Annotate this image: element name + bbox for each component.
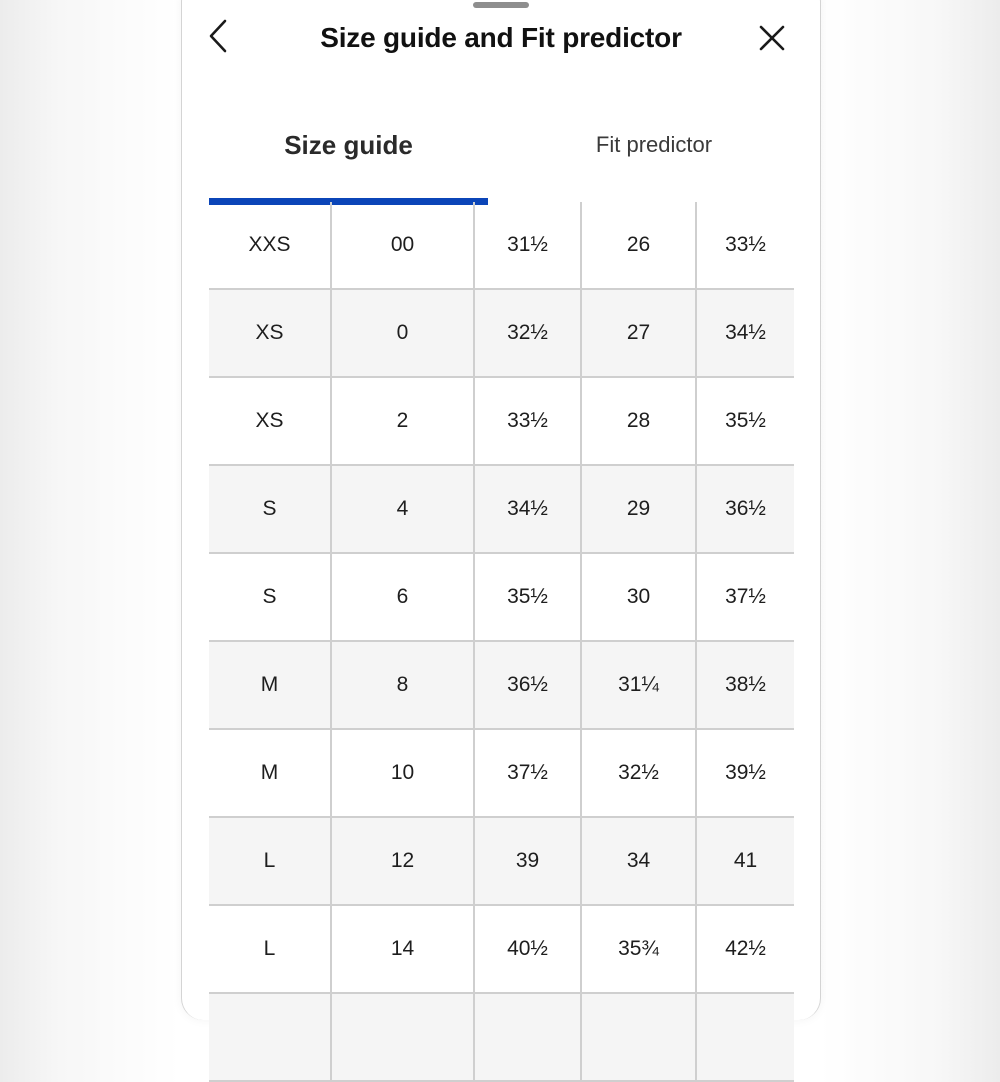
table-cell: 6 bbox=[331, 553, 474, 641]
size-guide-sheet bbox=[181, 0, 821, 1020]
close-icon bbox=[758, 24, 786, 52]
table-row bbox=[209, 905, 794, 993]
table-row bbox=[209, 641, 794, 729]
close-button[interactable] bbox=[752, 18, 792, 58]
table-row bbox=[209, 729, 794, 817]
tab-fit-predictor[interactable]: Fit predictor bbox=[595, 132, 713, 157]
table-cell: 10 bbox=[331, 729, 474, 817]
table-row bbox=[209, 202, 794, 289]
table-cell: 34½ bbox=[696, 289, 794, 377]
table-cell bbox=[209, 993, 331, 1081]
page-title: Size guide and Fit predictor bbox=[320, 22, 682, 53]
table-cell: L bbox=[209, 905, 331, 993]
table-cell: S bbox=[209, 465, 331, 553]
table-cell: 29 bbox=[581, 465, 696, 553]
table-cell: 33½ bbox=[696, 202, 794, 289]
table-cell: 8 bbox=[331, 641, 474, 729]
table-cell: 40½ bbox=[474, 905, 581, 993]
table-cell bbox=[474, 993, 581, 1081]
table-cell: 35½ bbox=[474, 553, 581, 641]
table-cell: XXS bbox=[209, 202, 331, 289]
sheet-drag-handle[interactable] bbox=[473, 2, 529, 8]
table-row bbox=[209, 289, 794, 377]
tab-size-guide[interactable]: Size guide bbox=[284, 130, 413, 160]
table-cell: 26 bbox=[581, 202, 696, 289]
table-cell: 4 bbox=[331, 465, 474, 553]
table-cell: XS bbox=[209, 377, 331, 465]
table-row bbox=[209, 817, 794, 905]
table-cell: 36½ bbox=[696, 465, 794, 553]
tab-bar bbox=[209, 110, 794, 205]
size-table-scroll-area[interactable] bbox=[209, 233, 794, 1020]
table-cell: S bbox=[209, 553, 331, 641]
table-cell bbox=[581, 993, 696, 1081]
table-cell: 38½ bbox=[696, 641, 794, 729]
table-cell: 41 bbox=[696, 817, 794, 905]
table-cell: XS bbox=[209, 289, 331, 377]
table-cell: 28 bbox=[581, 377, 696, 465]
table-cell: 35¾ bbox=[581, 905, 696, 993]
back-button[interactable] bbox=[200, 16, 236, 56]
table-cell bbox=[331, 993, 474, 1081]
table-cell: 2 bbox=[331, 377, 474, 465]
table-cell: 31¼ bbox=[581, 641, 696, 729]
table-cell: M bbox=[209, 729, 331, 817]
table-cell: 14 bbox=[331, 905, 474, 993]
table-cell: L bbox=[209, 817, 331, 905]
table-cell: 12 bbox=[331, 817, 474, 905]
table-row bbox=[209, 993, 794, 1081]
table-cell bbox=[696, 993, 794, 1081]
table-cell: 0 bbox=[331, 289, 474, 377]
table-cell: 39½ bbox=[696, 729, 794, 817]
table-cell: 33½ bbox=[474, 377, 581, 465]
table-cell: 34½ bbox=[474, 465, 581, 553]
table-cell: 39 bbox=[474, 817, 581, 905]
table-cell: 31½ bbox=[474, 202, 581, 289]
table-cell: 27 bbox=[581, 289, 696, 377]
chevron-left-icon bbox=[206, 18, 230, 54]
table-cell: 35½ bbox=[696, 377, 794, 465]
table-cell: 00 bbox=[331, 202, 474, 289]
table-row bbox=[209, 553, 794, 641]
table-row bbox=[209, 377, 794, 465]
table-cell: 34 bbox=[581, 817, 696, 905]
table-cell: 32½ bbox=[474, 289, 581, 377]
table-cell: 36½ bbox=[474, 641, 581, 729]
table-cell: 32½ bbox=[581, 729, 696, 817]
table-cell: 37½ bbox=[696, 553, 794, 641]
table-cell: M bbox=[209, 641, 331, 729]
table-row bbox=[209, 465, 794, 553]
size-table bbox=[209, 202, 794, 1082]
table-cell: 30 bbox=[581, 553, 696, 641]
table-cell: 37½ bbox=[474, 729, 581, 817]
table-cell: 42½ bbox=[696, 905, 794, 993]
